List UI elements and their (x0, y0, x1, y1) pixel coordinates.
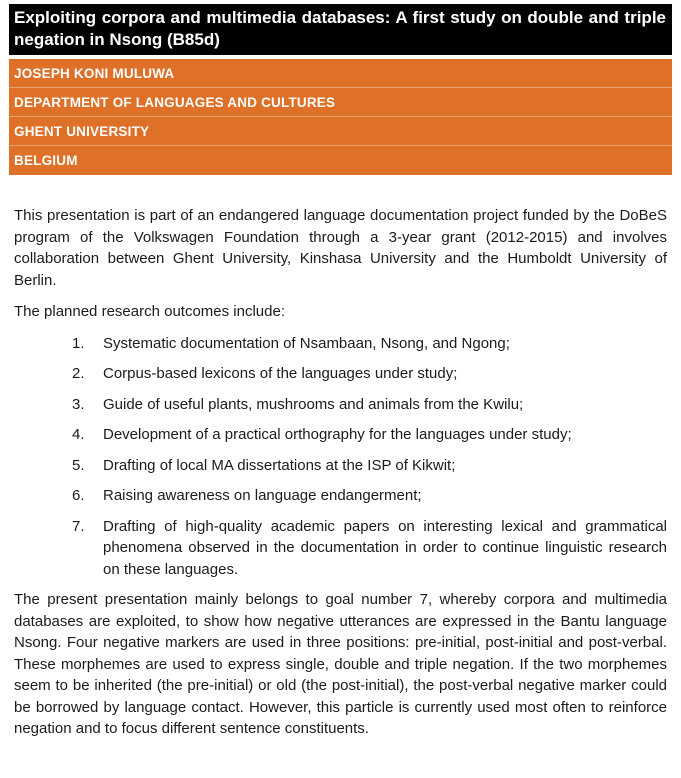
author-country: BELGIUM (14, 153, 78, 168)
list-item (14, 455, 667, 477)
list-item-text: Development of a practical orthography for the languages under study; (103, 426, 572, 443)
list-item (14, 485, 667, 507)
list-item-number: 6. (72, 487, 85, 504)
document-body (9, 205, 672, 740)
list-item (14, 516, 667, 581)
list-item (14, 333, 667, 355)
list-item-text: Systematic documentation of Nsambaan, Nsong, and Ngong; (103, 334, 510, 352)
research-outcomes-list (14, 333, 667, 581)
list-item-text: Guide of useful plants, mushrooms and animals from the Kwilu; (103, 395, 524, 413)
intro-paragraph: This presentation is part of an endangered language documentation project funded by the DoBeS program of the Volkswagen Foundation through a 3-year grant (2012-2015) and involves collaboration between Ghent University, Kinshasa University and the Humboldt University of Berlin. (14, 207, 667, 289)
list-item-text: Corpus-based lexicons of the languages under study; (103, 365, 458, 382)
list-item-text: Raising awareness on language endangerment; (103, 487, 422, 504)
list-intro-line: The planned research outcomes include: (14, 303, 285, 320)
list-item (14, 363, 667, 385)
list-item (14, 394, 667, 416)
list-item (14, 424, 667, 446)
list-item-number: 1. (72, 334, 85, 352)
author-name: JOSEPH KONI MULUWA (9, 59, 672, 88)
list-item-number: 4. (72, 426, 85, 443)
list-item-number: 7. (72, 517, 85, 535)
list-item-text: Drafting of local MA dissertations at the ISP of Kikwit; (103, 456, 456, 474)
author-university: GHENT UNIVERSITY (9, 117, 672, 146)
closing-paragraph: The present presentation mainly belongs to goal number 7, whereby corpora and multimedia databases are exploited, to show how negative utterances are expressed in the Bantu language Nsong. Four negative markers are used in three positions: pre-initial, post-initial and post-verbal. These morphemes are used to express single, double and triple negation. If the two morphemes seem to be inherited (the pre-initial) or old (the post-initial), the post-verbal negative marker could be borrowed by language contact. However, this particle is currently used most often to reinforce negation and to focus different sentence constituents. (14, 591, 667, 737)
list-item-number: 2. (72, 365, 85, 382)
author-department: DEPARTMENT OF LANGUAGES AND CULTURES (9, 88, 672, 117)
list-item-number: 3. (72, 395, 85, 413)
document-title: Exploiting corpora and multimedia databases: A first study on double and triple negation in Nsong (B85d) (14, 8, 666, 49)
author-banner (9, 59, 672, 175)
document-title-bar (9, 4, 672, 55)
list-item-text: Drafting of high-quality academic papers on interesting lexical and grammatical phenomena observed in the documentation in order to continue linguistic research on these languages. (103, 517, 667, 578)
list-item-number: 5. (72, 456, 85, 474)
